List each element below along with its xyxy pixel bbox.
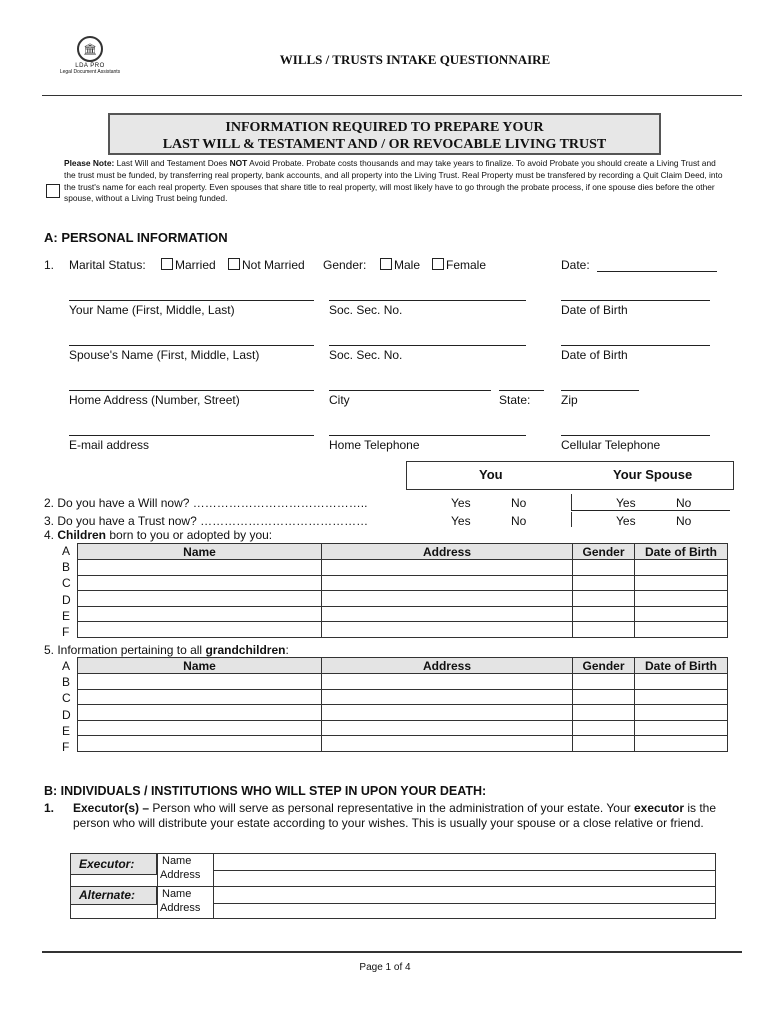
spouse-name-label: Spouse's Name (First, Middle, Last) [69,348,260,362]
cell[interactable] [635,674,728,690]
executor-label: Executor: [79,857,135,871]
cell[interactable] [573,622,635,638]
cell[interactable] [635,575,728,591]
executor-inner-rule [214,870,715,871]
q4-suffix: born to you or adopted by you: [106,528,273,542]
gender-label: Gender: [323,258,367,272]
male-option[interactable] [380,258,420,272]
married-option[interactable] [161,258,216,272]
cell[interactable] [78,575,322,591]
q5-suffix: : [285,643,289,657]
probate-note [64,158,724,205]
row-letter: D [62,592,71,607]
cell[interactable] [322,689,573,705]
col-name: Name [78,658,322,674]
zip-field[interactable] [561,390,639,391]
cell[interactable] [78,591,322,607]
date-field[interactable] [597,271,717,272]
executor-term: Executor(s) – [73,801,150,815]
alternate-address-label: Address [160,902,201,914]
ssn-field[interactable] [329,300,526,301]
dob-field[interactable] [561,300,710,301]
q3-you-no[interactable]: No [511,514,527,528]
table-row [78,606,728,622]
row-letter: A [62,659,71,673]
header-divider [42,95,742,96]
note-label: Please Note: [64,158,115,168]
cell[interactable] [78,606,322,622]
row-letter: F [62,739,70,754]
executor-text-1: Person who will serve as personal representative in the administration of your estate. Your [149,801,634,815]
q2-spouse-no[interactable]: No [676,496,692,510]
cell[interactable] [635,736,728,752]
courthouse-icon: 🏛 [77,36,103,62]
cell[interactable] [573,705,635,721]
row-letter: A [62,544,71,558]
not-married-label: Not Married [242,258,305,272]
you-header: You [479,467,503,482]
alternate-label-cell [71,887,157,905]
table-row [78,575,728,591]
children-row-letters [62,544,71,641]
q5-grandchildren [44,643,289,657]
q3-trust: 3. Do you have a Trust now? …………………………………… [44,514,369,528]
q3-spouse-no[interactable]: No [676,514,692,528]
cell[interactable] [635,591,728,607]
female-option[interactable] [432,258,486,272]
footer-divider [42,951,742,953]
table-row [78,560,728,576]
cell[interactable] [322,720,573,736]
cell-tel-field[interactable] [561,435,710,436]
executor-address-field[interactable] [214,870,715,886]
grandchildren-row-letters [62,659,71,756]
female-label: Female [446,258,487,272]
alternate-name-label: Name [162,888,192,900]
row-letter: D [62,707,71,722]
table-row [78,736,728,752]
col-address: Address [322,544,573,560]
cell[interactable] [635,560,728,576]
state-field[interactable] [499,390,544,391]
row-letter: B [62,560,71,575]
cell[interactable] [322,622,573,638]
q2-you-no[interactable]: No [511,496,527,510]
cell[interactable] [573,720,635,736]
executor-name-field[interactable] [214,854,715,870]
marital-status-label: Marital Status: [69,258,146,272]
cell[interactable] [635,720,728,736]
cell[interactable] [78,689,322,705]
spouse-header: Your Spouse [613,467,693,482]
page-number: Page 1 of 4 [359,962,411,973]
city-field[interactable] [329,390,491,391]
spouse-name-field[interactable] [69,345,314,346]
zip-label: Zip [561,393,578,407]
q1-number: 1. [44,258,55,272]
cell[interactable] [322,591,573,607]
your-name-label: Your Name (First, Middle, Last) [69,303,235,317]
table-row [78,622,728,638]
row-letter: E [62,723,71,738]
cell-tel-label: Cellular Telephone [561,438,661,452]
cell[interactable] [573,575,635,591]
ssn-label: Soc. Sec. No. [329,303,403,317]
spouse-ssn-label: Soc. Sec. No. [329,348,403,362]
executor-label-cell [71,854,157,875]
city-label: City [329,393,350,407]
table-row [78,591,728,607]
table-row [78,689,728,705]
grandchildren-table [77,657,728,752]
q4-children [44,528,272,542]
not-married-checkbox[interactable] [228,258,240,270]
yn-divider-2 [571,512,572,527]
executor-box [70,853,716,919]
row-letter: C [62,576,71,591]
cell[interactable] [573,606,635,622]
row-letter: C [62,691,71,706]
cell[interactable] [635,689,728,705]
married-label: Married [175,258,216,272]
home-address-field[interactable] [69,390,314,391]
alternate-label: Alternate: [79,888,136,902]
male-label: Male [394,258,421,272]
logo-name: LDA PRO [75,63,105,69]
home-address-label: Home Address (Number, Street) [69,393,240,407]
logo-tagline: Legal Document Assistants [59,69,121,75]
cell[interactable] [322,606,573,622]
note-not: NOT [229,158,248,168]
q2-spouse-yes[interactable]: Yes [616,496,636,510]
cell[interactable] [573,736,635,752]
yn-rule [571,510,730,511]
q5-bold: grandchildren [205,643,286,657]
col-name: Name [78,544,322,560]
cell[interactable] [573,674,635,690]
section-a-heading: A: PERSONAL INFORMATION [44,230,228,245]
q5-prefix: 5. Information pertaining to all [44,643,206,657]
q3-spouse-yes[interactable]: Yes [616,514,636,528]
q4-bold: Children [57,528,107,542]
state-label: State: [499,393,531,407]
col-dob: Date of Birth [635,658,728,674]
q2-you-yes[interactable]: Yes [451,496,471,510]
cell[interactable] [78,674,322,690]
row-letter: E [62,608,71,623]
note-text-post: Avoid Probate. Probate costs thousands and may take years to finalize. To avoid Probate you should create a Living Trust and the trust must be funded, by transferring real property, bank accounts, and all property into the Living Trust. Real Property must be transfered by recording a Quit Claim Deed, into the trust's name for each real property. Even spouses that share title to real property, will most likely have to go through the probate process, if one spouse dies before the other spouse, without a Living Trust being funded. [64,158,723,204]
cell[interactable] [322,575,573,591]
cell[interactable] [78,720,322,736]
section-b-heading: B: INDIVIDUALS / INSTITUTIONS WHO WILL STEP IN UPON YOUR DEATH: [44,784,487,798]
cell[interactable] [78,622,322,638]
table-row [78,705,728,721]
cell[interactable] [322,674,573,690]
your-name-field[interactable] [69,300,314,301]
table-header-row [78,658,728,674]
male-checkbox[interactable] [380,258,392,270]
home-tel-field[interactable] [329,435,526,436]
children-table [77,543,728,638]
q4-prefix: 4. [44,528,58,542]
cell[interactable] [635,606,728,622]
email-field[interactable] [69,435,314,436]
cell[interactable] [78,705,322,721]
cell[interactable] [322,736,573,752]
q3-you-yes[interactable]: Yes [451,514,471,528]
col-gender: Gender [573,658,635,674]
executor-term-2: executor [633,801,684,815]
q2-will: 2. Do you have a Will now? …………………………………….. [44,496,368,510]
alternate-address-field[interactable] [214,903,715,920]
note-text-pre: Last Will and Testament Does [114,158,230,168]
married-checkbox[interactable] [161,258,173,270]
executor-address-label: Address [160,869,201,881]
alternate-name-field[interactable] [214,887,715,903]
banner-line-2: LAST WILL & TESTAMENT AND / OR REVOCABLE LIVING TRUST [162,137,607,152]
cell[interactable] [573,560,635,576]
probate-note-checkbox[interactable] [46,184,60,198]
cell[interactable] [78,736,322,752]
date-label: Date: [561,258,590,272]
cell[interactable] [635,705,728,721]
table-row [78,720,728,736]
b1-number: 1. [44,801,55,815]
cell[interactable] [322,705,573,721]
you-spouse-header [406,461,734,490]
home-tel-label: Home Telephone [329,438,420,452]
executor-text-2: is the person who will distribute your estate according to your wishes. This is usually your spouse or a close relative or friend. [73,801,717,830]
spouse-dob-label: Date of Birth [561,348,628,362]
row-letter: B [62,675,71,690]
col-address: Address [322,658,573,674]
info-banner [108,113,661,155]
cell[interactable] [573,591,635,607]
executor-description [73,801,727,831]
spouse-dob-field[interactable] [561,345,710,346]
spouse-ssn-field[interactable] [329,345,526,346]
executor-name-label: Name [162,855,192,867]
row-letter: F [62,624,70,639]
cell[interactable] [322,560,573,576]
document-title: WILLS / TRUSTS INTAKE QUESTIONNAIRE [279,52,551,67]
yn-divider [571,494,572,510]
cell[interactable] [573,689,635,705]
email-label: E-mail address [69,438,150,452]
table-header-row [78,544,728,560]
table-row [78,674,728,690]
col-dob: Date of Birth [635,544,728,560]
female-checkbox[interactable] [432,258,444,270]
dob-label: Date of Birth [561,303,628,317]
col-gender: Gender [573,544,635,560]
cell[interactable] [635,622,728,638]
cell[interactable] [78,560,322,576]
banner-line-1: INFORMATION REQUIRED TO PREPARE YOUR [225,120,544,135]
not-married-option[interactable] [228,258,305,272]
